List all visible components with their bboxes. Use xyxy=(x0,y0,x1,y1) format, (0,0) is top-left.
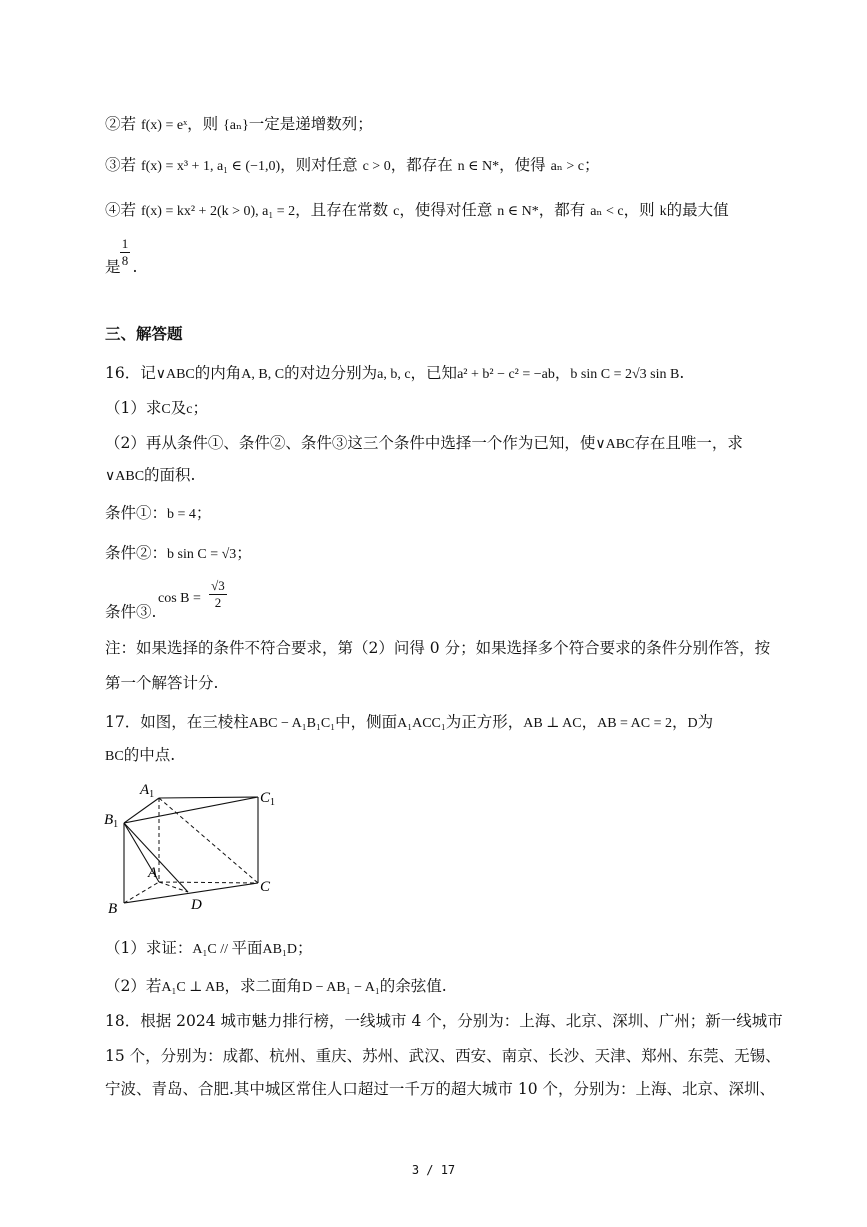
math: a² + b² − c² = −ab xyxy=(457,367,555,382)
q16-condition-2 xyxy=(105,542,252,566)
text: 条件③. xyxy=(105,603,157,621)
q18-line-1: 18．根据 2024 城市魅力排行榜，一线城市 4 个，分别为：上海、北京、深圳、广州；新一线城市 xyxy=(105,1012,783,1030)
math: c xyxy=(393,204,400,219)
text: 若 xyxy=(120,115,137,133)
math: A₁ACC₁ xyxy=(397,716,446,731)
text: 若 xyxy=(120,201,137,219)
math: ABC − A₁B₁C₁ xyxy=(248,716,336,731)
text: . xyxy=(132,258,138,276)
text: （2）再从条件①、条件②、条件③这三个条件中选择一个作为已知，使 xyxy=(105,434,596,452)
math: {aₙ} xyxy=(223,118,249,133)
math: A, B, C xyxy=(241,367,285,382)
item-number: ③ xyxy=(105,156,121,174)
text: 中，侧面 xyxy=(335,713,398,731)
text: 条件①： xyxy=(105,504,168,522)
text: ； xyxy=(192,399,208,417)
edge-a1-c-hidden xyxy=(159,798,258,883)
frac-den: 8 xyxy=(121,253,129,268)
text: 的面积. xyxy=(144,466,196,484)
label-c: C xyxy=(260,879,271,895)
fraction-one-eighth xyxy=(120,236,130,269)
text: ，则 xyxy=(623,201,655,219)
text: 的对边分别为 xyxy=(284,364,378,382)
text: ； xyxy=(195,504,212,522)
edge-b1-c1 xyxy=(124,797,258,823)
math: ∨ABC xyxy=(155,367,195,382)
text: 一定是递增数列； xyxy=(248,115,373,133)
math: k xyxy=(659,204,667,219)
math: b sin C = 2√3 sin B xyxy=(570,367,680,382)
section-title: 三、解答题 xyxy=(105,324,183,343)
math: b sin C = √3 xyxy=(167,547,237,562)
text: 的内角 xyxy=(194,364,242,382)
math: AB₁D xyxy=(262,942,297,957)
q16-part-1 xyxy=(105,397,208,421)
q17-line-2 xyxy=(105,744,175,768)
edge-b1-d xyxy=(124,823,188,892)
text: 为 xyxy=(697,713,714,731)
item-3-line xyxy=(105,154,599,178)
text: ，使得对任意 xyxy=(399,201,493,219)
math: A₁C ⊥ AB xyxy=(161,980,225,995)
edge-a1-c1 xyxy=(159,797,258,798)
frac-num: √3 xyxy=(211,578,225,593)
math: AB = AC = 2 xyxy=(597,716,673,731)
prism-figure xyxy=(100,778,300,918)
label-b1: $B_1$ xyxy=(104,812,119,830)
text: ， xyxy=(672,713,688,731)
q16-note-1: 注：如果选择的条件不符合要求，第（2）问得 0 分；如果选择多个符合要求的条件分别作答，按 xyxy=(105,639,771,657)
q17-line-1 xyxy=(105,711,713,735)
math: f(x) = kx² + 2(k > 0), a₁ = 2 xyxy=(140,204,296,219)
text: 的中点. xyxy=(123,746,176,764)
q16-condition-1 xyxy=(105,502,211,526)
text: 平面 xyxy=(231,939,263,957)
math: BC xyxy=(105,749,124,764)
math: AB ⊥ AC xyxy=(523,716,582,731)
text: ，都存在 xyxy=(390,156,453,174)
text: ，使得 xyxy=(499,156,546,174)
q16-part-2 xyxy=(105,432,743,456)
q18-line-3: 宁波、青岛、合肥.其中城区常住人口超过一千万的超大城市 10 个，分别为：上海、北京、深圳、 xyxy=(105,1080,776,1098)
math: c xyxy=(186,402,193,417)
frac-den: 2 xyxy=(209,594,227,611)
text: 的最大值 xyxy=(666,201,729,219)
text: （2）若 xyxy=(105,977,162,995)
text: 是 xyxy=(105,258,121,276)
label-a1: $A_1$ xyxy=(140,782,155,800)
math: C xyxy=(161,402,171,417)
q17-part-1 xyxy=(105,937,312,961)
text: . xyxy=(679,364,685,382)
math: D xyxy=(687,716,698,731)
text: 的余弦值. xyxy=(379,977,447,995)
math: a, b, c xyxy=(377,367,411,382)
q16-part-2-cont xyxy=(105,464,195,488)
text: ， xyxy=(554,364,571,382)
label-c1: $C_1$ xyxy=(260,790,276,808)
math: b = 4 xyxy=(167,507,196,522)
q16-note-2: 第一个解答计分. xyxy=(105,674,219,692)
q16-condition-3 xyxy=(105,601,156,623)
text: 条件②： xyxy=(105,544,168,562)
item-number: ④ xyxy=(105,201,121,219)
text: ，则对任意 xyxy=(280,156,358,174)
q18-line-2: 15 个，分别为：成都、杭州、重庆、苏州、武汉、西安、南京、长沙、天津、郑州、东莞、无锡、 xyxy=(105,1047,781,1065)
item-2-line xyxy=(105,113,373,137)
text: 16．记 xyxy=(105,364,156,382)
text: ，且存在常数 xyxy=(295,201,389,219)
text: 为正方形， xyxy=(445,713,524,731)
math: aₙ < c xyxy=(590,204,624,219)
text: （1）求 xyxy=(105,399,162,417)
math: aₙ > c xyxy=(550,159,584,174)
math: A₁C // xyxy=(192,942,232,957)
item-4-line xyxy=(105,199,729,223)
text: ； xyxy=(583,156,600,174)
text: ； xyxy=(236,544,252,562)
text: ，则 xyxy=(187,115,219,133)
math: ∨ABC xyxy=(595,437,635,452)
frac-num: 1 xyxy=(121,236,129,251)
text: ； xyxy=(296,939,313,957)
label-b: B xyxy=(108,901,118,917)
text: 17．如图，在三棱柱 xyxy=(105,713,249,731)
fraction-sqrt3-over-2 xyxy=(209,578,227,611)
text: ， xyxy=(581,713,598,731)
text: 存在且唯一，求 xyxy=(634,434,743,452)
q16-line-1 xyxy=(105,362,684,386)
q17-part-2 xyxy=(105,975,447,999)
text: 若 xyxy=(120,156,137,174)
math: D − AB₁ − A₁ xyxy=(302,980,380,995)
text: ，求二面角 xyxy=(224,977,303,995)
label-a: A xyxy=(148,865,158,881)
text: 及 xyxy=(170,399,187,417)
item-number: ② xyxy=(105,115,121,133)
page-number: 3 / 17 xyxy=(411,1163,456,1177)
q16-condition-3-eq: cos B = xyxy=(158,591,201,606)
label-d: D xyxy=(191,897,202,913)
text: ，都有 xyxy=(538,201,586,219)
math: f(x) = eˣ xyxy=(140,118,188,133)
math: n ∈ N* xyxy=(497,204,539,219)
math: f(x) = x³ + 1, a₁ ∈ (−1,0) xyxy=(140,159,281,174)
text: ，已知 xyxy=(410,364,458,382)
text: （1）求证： xyxy=(105,939,193,957)
math: ∨ABC xyxy=(105,469,145,484)
math: c > 0 xyxy=(362,159,391,174)
math: n ∈ N* xyxy=(457,159,500,174)
edge-a-c-hidden xyxy=(159,882,258,883)
